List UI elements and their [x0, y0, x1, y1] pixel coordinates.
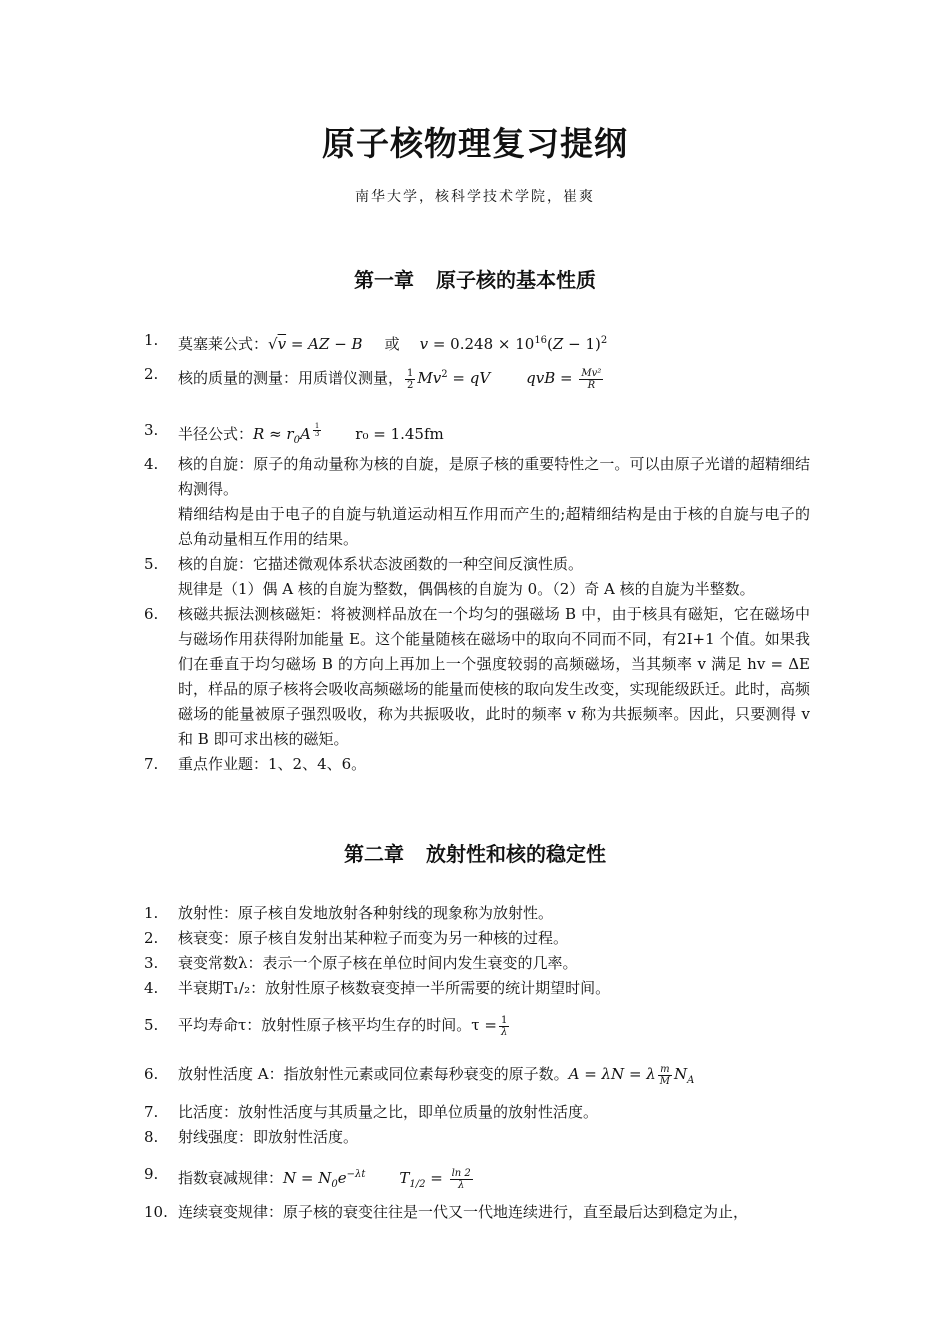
chapter-2-heading [0, 838, 950, 867]
list-item: 7. 重点作业题：1、2、4、6。 [144, 755, 367, 773]
fraction-1-over-lambda: $\frac{1}{\lambda}$ [500, 1014, 508, 1038]
list-item: 1. 放射性：原子核自发地放射各种射线的现象称为放射性。 [144, 904, 554, 922]
list-item: 1. 莫塞莱公式：√v = AZ − B 或 $v = 0.248 \times 10^{16}(Z - 1)^2$ [144, 331, 608, 353]
page-title: 原子核物理复习提纲 [322, 124, 628, 163]
author-line: 南华大学，核科学技术学院，崔爽 [355, 189, 595, 205]
list-item: 5. 核的自旋：它描述微观体系状态波函数的一种空间反演性质。 规律是（1）偶 A 核的自旋为整数，偶偶核的自旋为 0。（2）奇 A 核的自旋为半整数。 [144, 555, 755, 598]
chapter-2-label: 第二章 [344, 842, 404, 866]
radius-formula: $R \approx r_0A$ [253, 425, 311, 446]
activity-formula: A = λN = λ [568, 1065, 656, 1083]
list-item: 4. 核的自旋：原子的角动量称为核的自旋，是原子核的重要特性之一。可以由原子光谱的超精细结构测得。 精细结构是由于电子的自旋与轨道运动相互作用而产生的;超精细结构是由于核的自旋与电子的总角动量相互作用的结果。 [144, 455, 810, 548]
half-life-formula: $T_{1/2}$ = [399, 1169, 448, 1190]
list-item: 2. 核的质量的测量：用质谱仪测量， $\frac{1}{2}$ $Mv^2$ = qV qvB = $\frac{\text{Mv²}}{R}$ [144, 365, 602, 391]
list-item: 4. 半衰期T₁/₂：放射性原子核数衰变掉一半所需要的统计期望时间。 [144, 979, 611, 997]
chapter-1-heading [0, 264, 950, 293]
list-item: 10. 连续衰变规律：原子核的衰变往往是一代又一代地连续进行，直至最后达到稳定为止， [144, 1203, 749, 1221]
fraction-mv2-r: $\frac{\text{Mv²}}{R}$ [581, 367, 602, 391]
list-item: 3. 衰变常数λ：表示一个原子核在单位时间内发生衰变的几率。 [144, 954, 578, 972]
list-item: 6. 核磁共振法测核磁矩：将被测样品放在一个均匀的强磁场 B 中，由于核具有磁矩，它在磁场中与磁场作用获得附加能量 E。这个能量随核在磁场中的取向不同而不同，有2I+1 个值。如果我们在垂直于均匀磁场 B 的方向上再加上一个强度较弱的高频磁场，当其频率 v 满足 hv = ΔE 时，样品的原子核将会吸收高频磁场的能量而使核的取向发生改变，实现能级跃迁。此时，高频磁场的能量被原子强烈吸收，称为共振吸收，此时的频率 v 称为共振频率。因此，只要测得 v 和 B 即可求出核的磁矩。 [144, 605, 810, 748]
chapter-2-name: 放射性和核的稳定性 [426, 842, 606, 866]
list-item: 8. 射线强度：即放射性活度。 [144, 1128, 359, 1146]
fraction-half: $\frac{1}{2}$ [407, 367, 414, 391]
list-item: 6. 放射性活度 A：指放射性元素或同位素每秒衰变的原子数。A = λN = λ $\frac{m}{M}$ $N_A$ [144, 1063, 695, 1087]
list-item: 7. 比活度：放射性活度与其质量之比，即单位质量的放射性活度。 [144, 1103, 599, 1121]
list-item: 3. 半径公式：$R \approx r_0A$ $^{\frac{1}{3}}$ r₀ = 1.45fm [144, 421, 444, 446]
moseley-formula-a: √v = AZ − B [268, 335, 363, 353]
chapter-1-label: 第一章 [354, 268, 414, 292]
list-item: 2. 核衰变：原子核自发射出某种粒子而变为另一种核的过程。 [144, 929, 569, 947]
moseley-formula-b: v [419, 335, 429, 353]
list-item: 5. 平均寿命τ：放射性原子核平均生存的时间。τ = $\frac{1}{\lambda}$ [144, 1014, 508, 1038]
list-item: 9. 指数衰减规律：$N = N_0e^{-\lambda t}$ $T_{1/2}$ = $\frac{\ln 2}{\lambda}$ [144, 1165, 471, 1191]
decay-law-formula: $N = N_0e^{-\lambda t}$ [283, 1169, 366, 1190]
chapter-1-name: 原子核的基本性质 [436, 268, 596, 292]
